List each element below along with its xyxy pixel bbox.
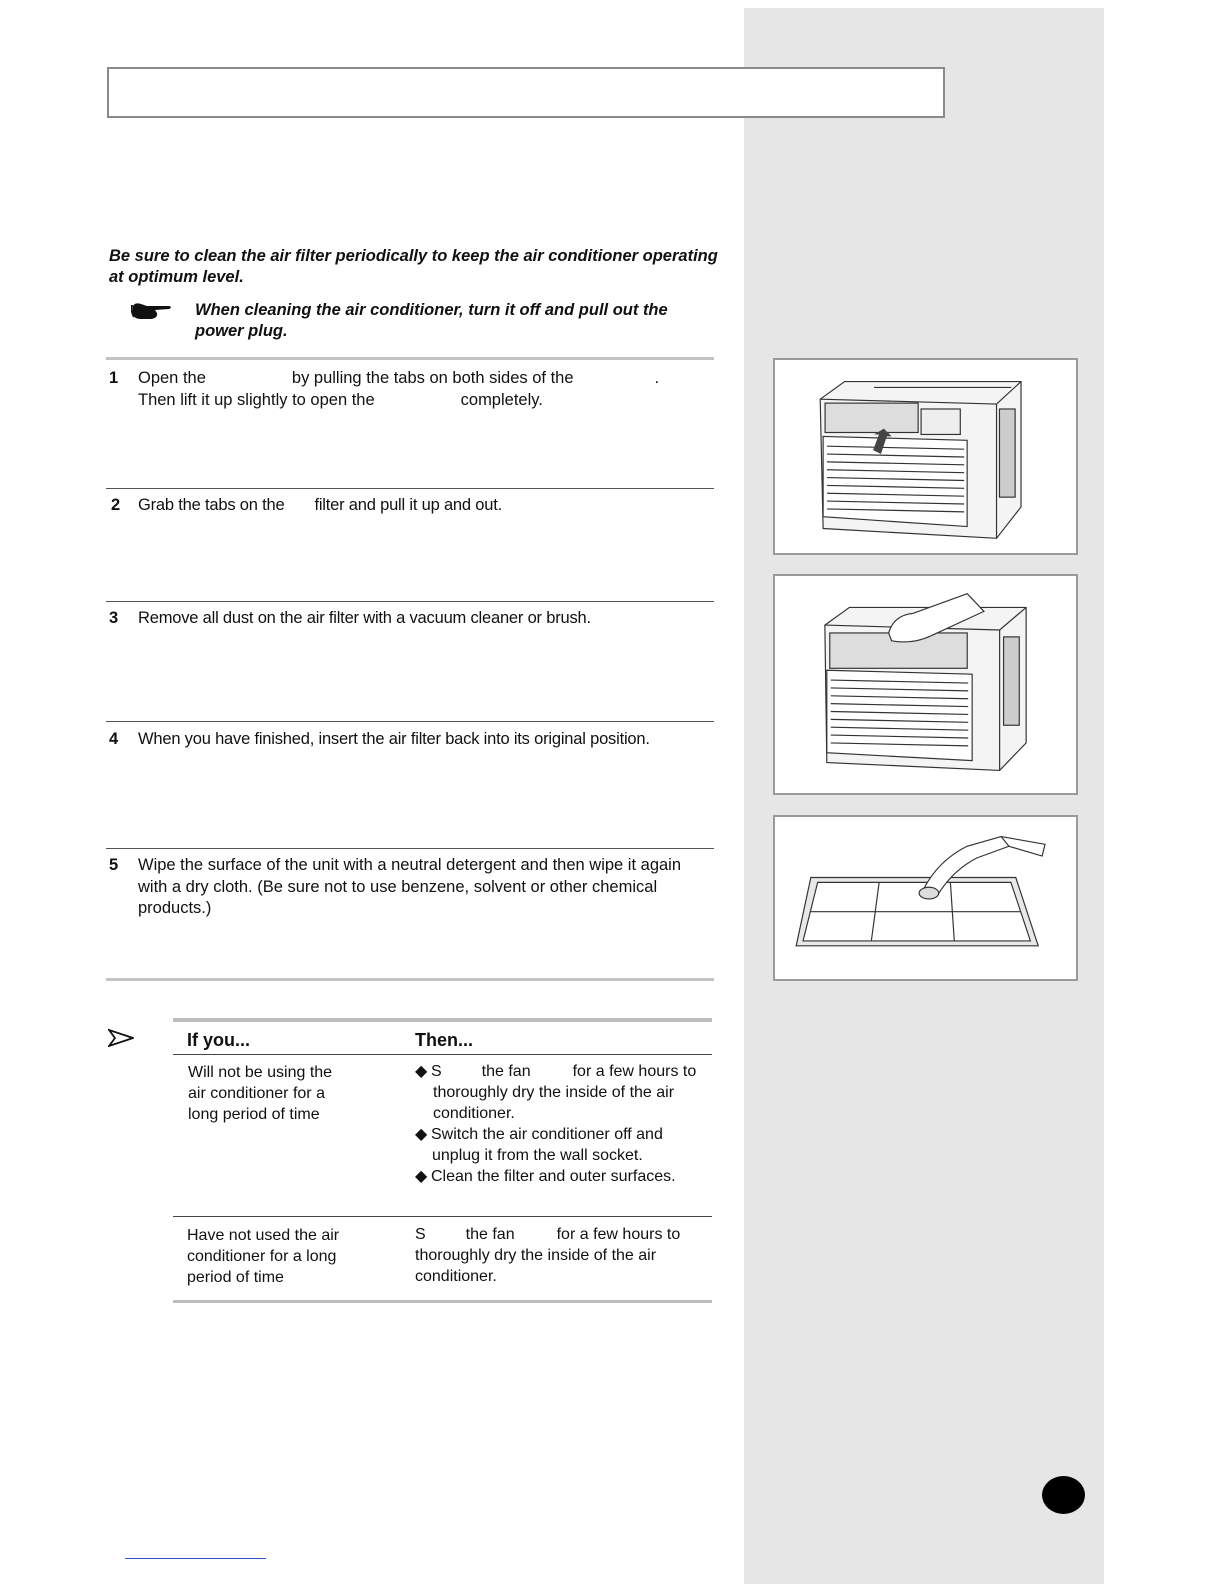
step-5-l1: Wipe the surface of the unit with a neutral detergent and then wipe it again (138, 856, 682, 874)
table-row-divider (173, 1216, 712, 1217)
row-1-b2-l1: Switch the air conditioner off and (431, 1126, 663, 1143)
step-1-l2b: completely. (460, 390, 543, 409)
step-divider (106, 848, 714, 849)
note-text: When cleaning the air conditioner, turn it off and pull out the power plug. (195, 301, 668, 340)
step-divider (106, 601, 714, 602)
gray-sidebar (744, 8, 1104, 1584)
row-1-b1-l3: conditioner. (433, 1105, 515, 1122)
step-2-b: filter and pull it up and out. (314, 496, 502, 514)
row-2-cond-l3: period of time (187, 1269, 284, 1286)
page-number-badge (1042, 1476, 1085, 1514)
step-5-text (138, 855, 728, 920)
table-top-rule (173, 1018, 712, 1022)
page-title-box (107, 67, 945, 118)
row-1-b1-l2: thoroughly dry the inside of the air (433, 1084, 675, 1101)
row-1-b1-rest: for a few hours to (572, 1063, 697, 1080)
row-2-rest: for a few hours to (556, 1226, 681, 1243)
footer-link-line (125, 1558, 266, 1559)
row-1-cond-l2: air conditioner for a (188, 1085, 325, 1102)
figure-open-front-grille (773, 358, 1078, 555)
row-2-cond-l1: Have not used the air (187, 1227, 340, 1244)
pointing-hand-icon (131, 300, 173, 322)
table-row-2-condition (187, 1225, 387, 1288)
step-4-number: 4 (109, 730, 119, 748)
step-1-l1a: Open the (138, 369, 206, 387)
row-2-l2: thoroughly dry the inside of the air (415, 1247, 657, 1264)
bullet-icon: ◆ (415, 1168, 428, 1185)
step-divider (106, 721, 714, 722)
bullet-icon: ◆ (415, 1063, 428, 1080)
step-1-l1c: . (654, 369, 660, 387)
step-1-l2a: Then lift it up slightly to open the (138, 390, 375, 409)
intro-text: Be sure to clean the air filter periodically to keep the air conditioner operating at optimum level. (109, 247, 718, 286)
step-5-l2: with a dry cloth. (Be sure not to use benzene, solvent or other chemical (138, 877, 658, 896)
table-header-then: Then... (415, 1030, 473, 1050)
step-1-text (138, 368, 708, 411)
table-row-1-action (415, 1061, 710, 1187)
row-2-l3: conditioner. (415, 1268, 497, 1285)
row-2-s: S (415, 1226, 426, 1243)
figure-vacuum-filter (773, 815, 1078, 981)
row-1-b2-l2: unplug it from the wall socket. (432, 1147, 643, 1164)
table-header-if: If you... (187, 1030, 250, 1050)
section-divider (106, 978, 714, 981)
step-3-text: Remove all dust on the air filter with a vacuum cleaner or brush. (138, 609, 591, 627)
table-row-2-action (415, 1224, 710, 1287)
row-1-b3-l1: Clean the filter and outer surfaces. (431, 1168, 676, 1185)
table-row-1-condition (188, 1062, 388, 1125)
figure-remove-filter (773, 574, 1078, 795)
table-bottom-rule (173, 1300, 712, 1303)
row-2-cond-l2: conditioner for a long (187, 1248, 337, 1265)
table-header-rule (173, 1054, 712, 1055)
section-divider (106, 357, 714, 360)
step-4-text: When you have finished, insert the air filter back into its original position. (138, 730, 650, 748)
step-3-number: 3 (109, 609, 119, 627)
arrow-tip-icon (108, 1028, 134, 1048)
row-2-fan: the fan (465, 1226, 515, 1243)
step-2-text (138, 495, 502, 517)
row-1-b1-s: S (431, 1063, 442, 1080)
step-5-l3: products.) (138, 899, 212, 917)
row-1-b1-fan: the fan (481, 1063, 531, 1080)
step-divider (106, 488, 714, 489)
step-1-number: 1 (109, 369, 119, 387)
step-2-number: 2 (111, 496, 121, 514)
step-2-a: Grab the tabs on the (138, 496, 285, 514)
row-1-cond-l3: long period of time (188, 1106, 320, 1123)
step-1-l1b: by pulling the tabs on both sides of the (291, 369, 574, 387)
row-1-cond-l1: Will not be using the (188, 1064, 333, 1081)
step-5-number: 5 (109, 856, 119, 874)
bullet-icon: ◆ (415, 1126, 428, 1143)
